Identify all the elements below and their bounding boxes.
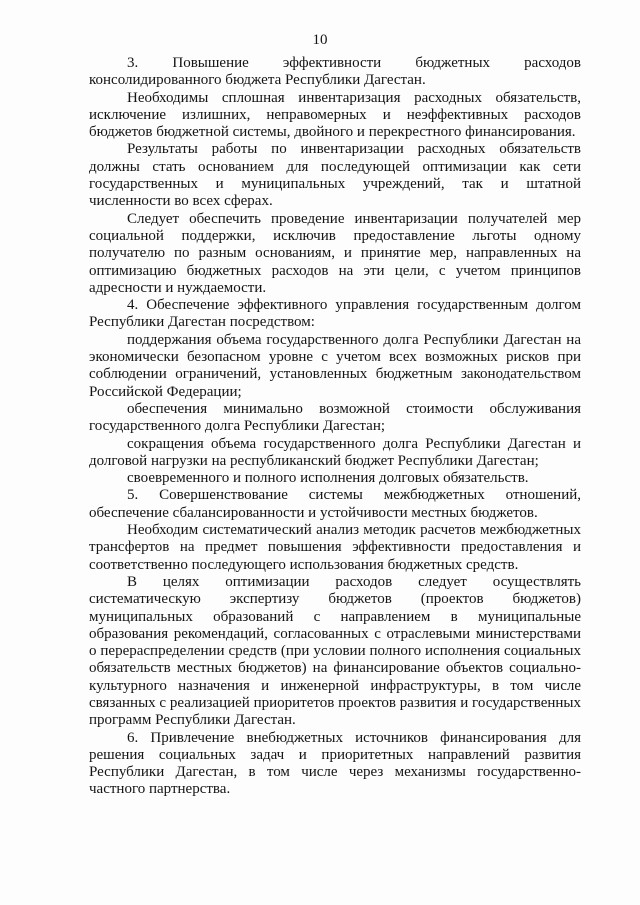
document-body	[89, 55, 581, 799]
paragraph-inventory-required: Необходимы сплошная инвентаризация расходных обязательств, исключение излишних, неправомерных и неэффективных расходов бюджетов бюджетной системы, двойного и перекрестного финансирования.	[89, 89, 581, 141]
paragraph-section-5-heading: 5. Совершенствование системы межбюджетных отношений, обеспечение сбалансированности и устойчивости местных бюджетов.	[89, 487, 581, 521]
paragraph-section-6-heading: 6. Привлечение внебюджетных источников финансирования для решения социальных задач и приоритетных направлений развития Республики Дагестан, в том числе через механизмы государственно-частного партнерства.	[89, 729, 581, 798]
paragraph-inventory-results: Результаты работы по инвентаризации расходных обязательств должны стать основанием для последующей оптимизации как сети государственных и муниципальных учреждений, так и штатной численности во всех сферах.	[89, 141, 581, 210]
paragraph-debt-service-cost: обеспечения минимально возможной стоимости обслуживания государственного долга Республики Дагестан;	[89, 400, 581, 435]
paragraph-debt-reduction: сокращения объема государственного долга Республики Дагестан и долговой нагрузки на республиканский бюджет Республики Дагестан;	[89, 435, 581, 469]
paragraph-social-support: Следует обеспечить проведение инвентаризации получателей мер социальной поддержки, исключив предоставление льготы одному получателю по разным основаниям, и принятие мер, направленных на оптимизацию бюджетных расходов на эти цели, с учетом принципов адресности и нуждаемости.	[89, 210, 581, 296]
paragraph-section-3-heading: 3. Повышение эффективности бюджетных расходов консолидированного бюджета Республики Дагестан.	[89, 55, 581, 89]
page-number: 10	[312, 32, 328, 48]
paragraph-transfer-analysis: Необходим систематический анализ методик расчетов межбюджетных трансфертов на предмет повышения эффективности предоставления и соответственно последующего использования бюджетных средств.	[89, 522, 581, 573]
paragraph-debt-obligations: своевременного и полного исполнения долговых обязательств.	[127, 470, 529, 487]
paragraph-section-4-heading: 4. Обеспечение эффективного управления государственным долгом Республики Дагестан посредством:	[89, 297, 581, 331]
paragraph-budget-expertise: В целях оптимизации расходов следует осуществлять систематическую экспертизу бюджетов (проектов бюджетов) муниципальных образований с направлением в муниципальные образования рекомендаций, согласованных с отраслевыми министерствами о перераспределении средств (при условии полного исполнения социальных обязательств местных бюджетов) на финансирование объектов социально-культурного назначения и инженерной инфраструктуры, в том числе связанных с реализацией приоритетов проектов развития и государственных программ Республики Дагестан.	[89, 573, 581, 729]
paragraph-debt-level: поддержания объема государственного долга Республики Дагестан на экономически безопасном уровне с учетом всех возможных рисков при соблюдении ограничений, установленных бюджетным законодательством Российской Федерации;	[89, 331, 581, 400]
